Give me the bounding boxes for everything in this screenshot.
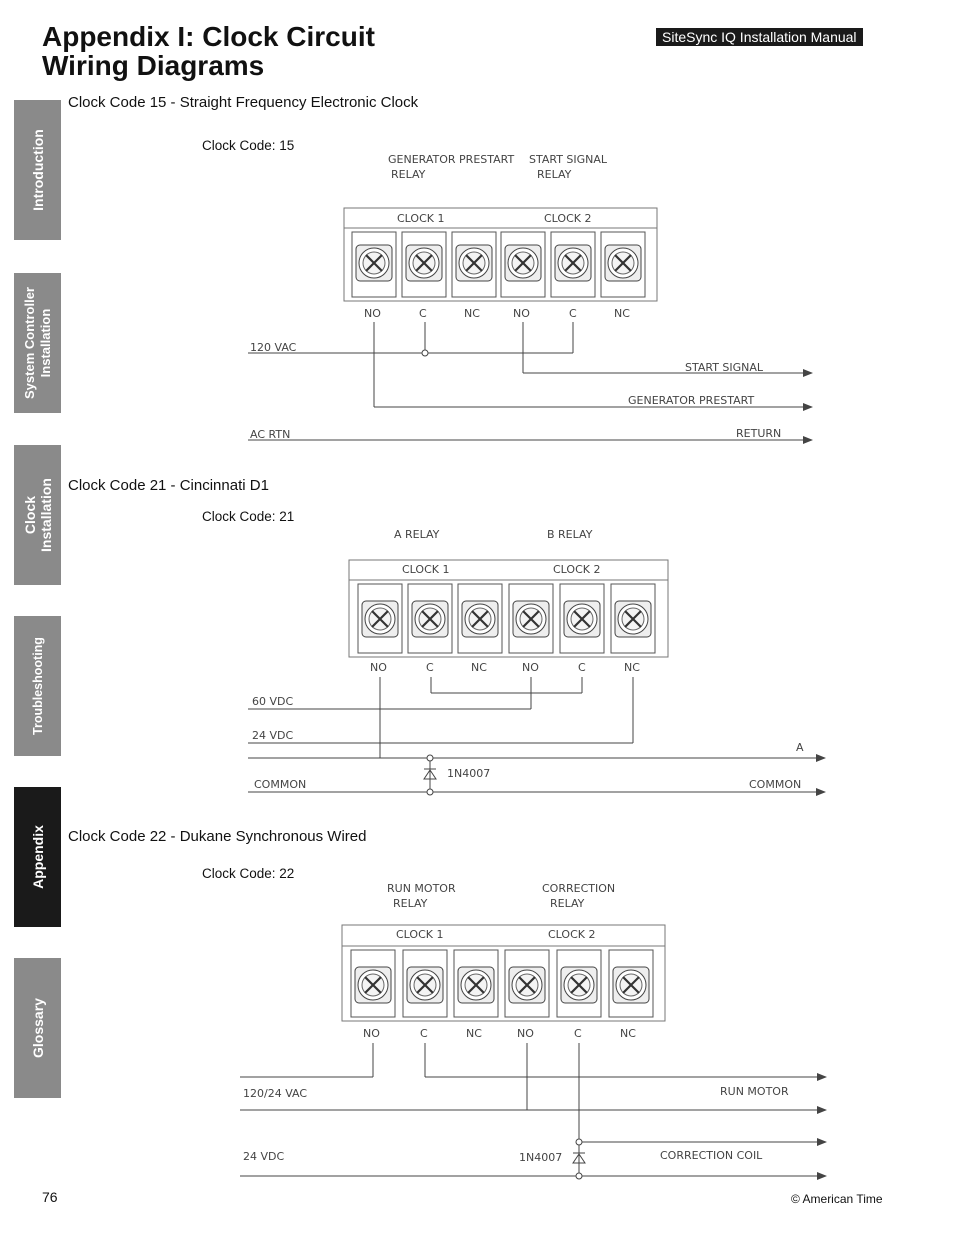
tab-appendix-label: Appendix (29, 825, 46, 889)
wire-label-a: A (796, 741, 804, 754)
relay-label-1: GENERATOR PRESTART (388, 153, 515, 166)
terminal-label: NO (517, 1027, 534, 1040)
wire-label-ac-rtn: AC RTN (250, 428, 291, 441)
tab-introduction-label: Introduction (29, 129, 46, 211)
wire-label-24vdc: 24 VDC (252, 729, 294, 742)
wire-label-120-24vac: 120/24 VAC (243, 1087, 308, 1100)
wire-label-correction-coil: CORRECTION COIL (660, 1149, 763, 1162)
wire-label-common-right: COMMON (749, 778, 802, 791)
terminal-label: NC (620, 1027, 636, 1040)
wire-label-start-signal: START SIGNAL (685, 361, 764, 374)
terminal-label: NO (363, 1027, 380, 1040)
relay-label-a: A RELAY (394, 528, 440, 541)
diode-label: 1N4007 (447, 767, 491, 780)
relay-label-1b: RELAY (391, 168, 426, 181)
diode-label: 1N4007 (519, 1151, 563, 1164)
clock2-label: CLOCK 2 (544, 212, 592, 225)
tab-troubleshooting-label: Troubleshooting (30, 637, 45, 735)
page-title-line-1: Appendix I: Clock Circuit (42, 21, 375, 52)
wire-label-common-left: COMMON (254, 778, 307, 791)
relay-label-correction: CORRECTION (542, 882, 616, 895)
clock2-label: CLOCK 2 (553, 563, 601, 576)
tab-system-controller-label: System Controller Installation (21, 287, 53, 399)
relay-label-b: B RELAY (547, 528, 593, 541)
manual-label: SiteSync IQ Installation Manual (656, 28, 863, 46)
terminal-label: C (569, 307, 577, 320)
terminal-label: C (574, 1027, 582, 1040)
relay-label-run-motor: RUN MOTOR (387, 882, 456, 895)
wire-label-run-motor: RUN MOTOR (720, 1085, 789, 1098)
clock1-label: CLOCK 1 (397, 212, 445, 225)
copyright: © American Time (791, 1192, 883, 1206)
relay-label-correction-b: RELAY (550, 897, 585, 910)
page-title-line-2: Wiring Diagrams (42, 50, 265, 81)
clock1-label: CLOCK 1 (402, 563, 450, 576)
section-heading-code-21: Clock Code 21 - Cincinnati D1 (68, 477, 269, 494)
terminal-label: NC (464, 307, 480, 320)
clock1-label: CLOCK 1 (396, 928, 444, 941)
terminal-label: C (419, 307, 427, 320)
terminal-label: NC (624, 661, 640, 674)
terminal-label: C (578, 661, 586, 674)
clock2-label: CLOCK 2 (548, 928, 596, 941)
terminal-label: NO (370, 661, 387, 674)
terminal-label: C (426, 661, 434, 674)
section-heading-code-22: Clock Code 22 - Dukane Synchronous Wired (68, 828, 367, 845)
clock-code-21-label: Clock Code: 21 (202, 509, 295, 524)
relay-label-2: START SIGNAL (529, 153, 608, 166)
wire-label-60vdc: 60 VDC (252, 695, 294, 708)
terminal-label: NO (522, 661, 539, 674)
terminal-label: NC (471, 661, 487, 674)
relay-label-2b: RELAY (537, 168, 572, 181)
terminal-label: NO (513, 307, 530, 320)
wire-label-120vac: 120 VAC (250, 341, 297, 354)
terminal-label: NO (364, 307, 381, 320)
page-number: 76 (42, 1189, 58, 1205)
wire-label-return: RETURN (736, 427, 782, 440)
terminal-label: C (420, 1027, 428, 1040)
wire-label-generator-prestart: GENERATOR PRESTART (628, 394, 755, 407)
terminal-block (342, 925, 665, 1021)
tab-clock-installation-label: Clock Installation (21, 478, 54, 552)
wire-label-24vdc: 24 VDC (243, 1150, 285, 1163)
relay-label-run-motor-b: RELAY (393, 897, 428, 910)
terminal-label: NC (614, 307, 630, 320)
clock-code-22-label: Clock Code: 22 (202, 866, 295, 881)
terminal-label: NC (466, 1027, 482, 1040)
clock-code-15-label: Clock Code: 15 (202, 138, 295, 153)
section-heading-code-15: Clock Code 15 - Straight Frequency Electronic Clock (68, 94, 419, 111)
tab-glossary-label: Glossary (29, 998, 46, 1058)
